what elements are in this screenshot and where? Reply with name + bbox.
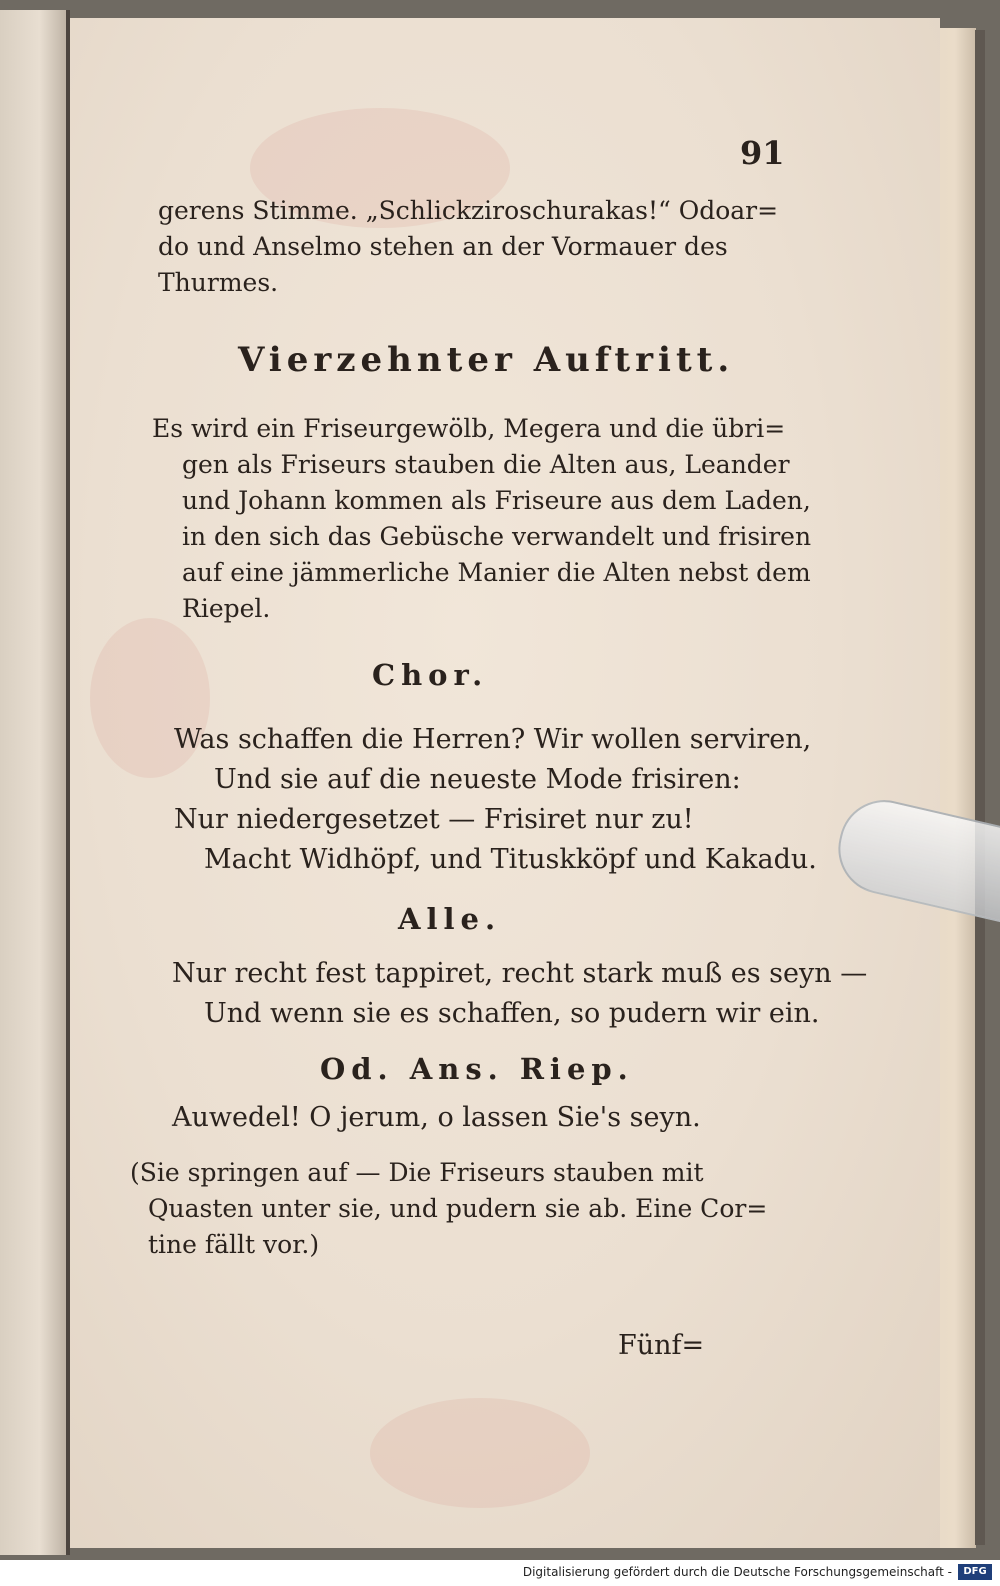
chor-line: Und sie auf die neueste Mode frisiren:	[214, 764, 741, 795]
alle-heading: Alle.	[398, 902, 502, 936]
intro-line: gerens Stimme. „Schlickziroschurakas!“ Odoar=	[158, 196, 779, 225]
chor-line: Was schaffen die Herren? Wir wollen serviren,	[174, 724, 812, 755]
alle-line: Und wenn sie es schaffen, so pudern wir ein.	[204, 998, 820, 1029]
footer-bar	[0, 1560, 1000, 1586]
stage-direction-line: und Johann kommen als Friseure aus dem Laden,	[182, 486, 811, 515]
left-page-edge	[0, 10, 70, 1555]
chor-line: Macht Widhöpf, und Tituskköpf und Kakadu.	[204, 844, 817, 875]
paper-stain	[370, 1398, 590, 1508]
stage-direction-line: Es wird ein Friseurgewölb, Megera und die übri=	[152, 414, 786, 443]
dfg-logo: DFG	[958, 1564, 992, 1580]
stage-direction-line: Riepel.	[182, 594, 271, 623]
catchword: Fünf=	[618, 1330, 705, 1361]
alle-line: Nur recht fest tappiret, recht stark muß es seyn —	[172, 958, 868, 989]
stage-direction-line: auf eine jämmerliche Manier die Alten nebst dem	[182, 558, 811, 587]
od-heading: Od. Ans. Riep.	[320, 1052, 634, 1086]
final-direction-line: (Sie springen auf — Die Friseurs stauben mit	[130, 1158, 704, 1187]
page-number: 91	[740, 134, 785, 172]
scene-heading: Vierzehnter Auftritt.	[238, 340, 735, 380]
book-cover-edge	[975, 30, 985, 1545]
footer-credit: Digitalisierung gefördert durch die Deutsche Forschungsgemeinschaft -	[522, 1565, 952, 1579]
chor-line: Nur niedergesetzet — Frisiret nur zu!	[174, 804, 694, 835]
chor-heading: Chor.	[372, 658, 489, 692]
stage-direction-line: gen als Friseurs stauben die Alten aus, Leander	[182, 450, 790, 479]
final-direction-line: Quasten unter sie, und pudern sie ab. Eine Cor=	[148, 1194, 768, 1223]
final-direction-line: tine fällt vor.)	[148, 1230, 320, 1259]
od-line: Auwedel! O jerum, o lassen Sie's seyn.	[172, 1102, 701, 1133]
intro-line: do und Anselmo stehen an der Vormauer des	[158, 232, 728, 261]
intro-line: Thurmes.	[158, 268, 279, 297]
stage-direction-line: in den sich das Gebüsche verwandelt und frisiren	[182, 522, 812, 551]
book-page	[70, 18, 940, 1548]
